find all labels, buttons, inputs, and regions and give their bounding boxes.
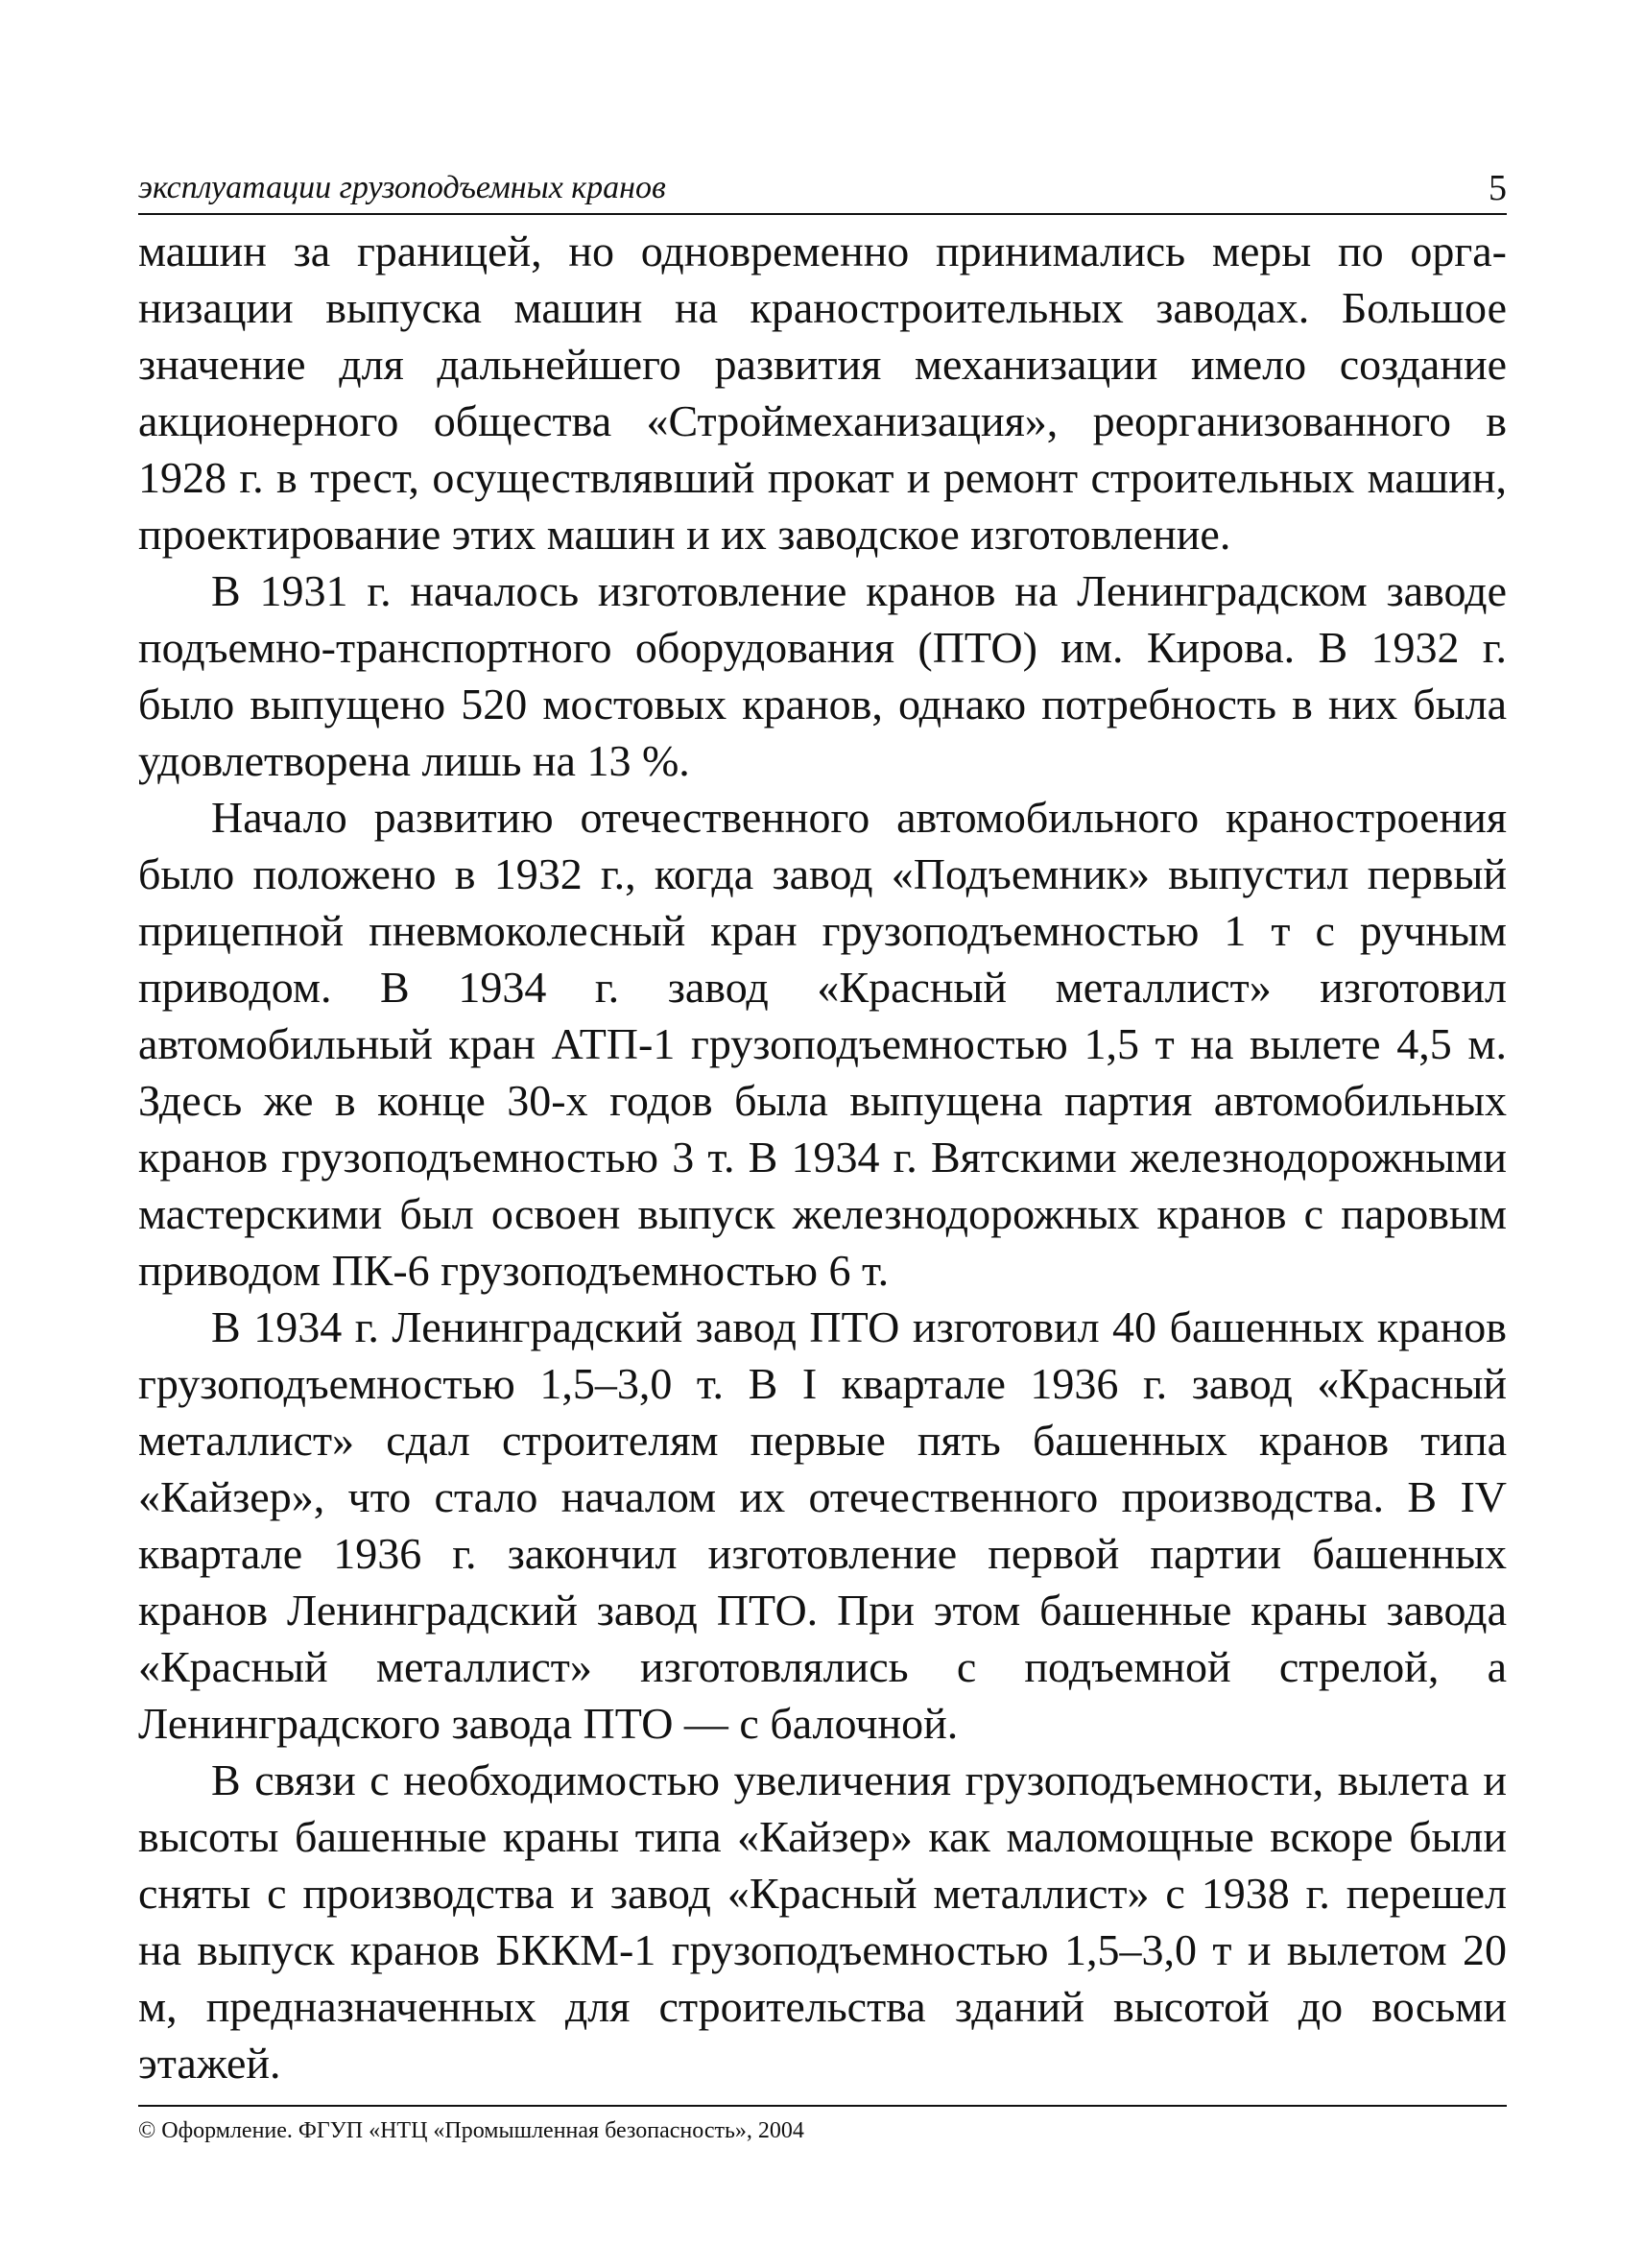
running-title: эксплуатации грузоподъемных кранов bbox=[138, 170, 666, 205]
paragraph-5: В связи с необходимостью увеличения грузоподъемности, вылета и высоты башенные краны типа «Кайзер» как маломощные вскоре были сняты с производства и завод «Красный металлист» с 1938 г. перешел на выпуск кранов БККМ-1 грузоподъемностью 1,5–3,0 т и вылетом 20 м, предназначенных для строительства зданий высотой до восьми этажей. bbox=[138, 1755, 1507, 2088]
page-footer bbox=[138, 2105, 1507, 2145]
paragraph-4: В 1934 г. Ленинградский завод ПТО изготовил 40 башенных кранов грузоподъемностью 1,5–3,0 т. В I квартале 1936 г. завод «Красный металлист» сдал строителям первые пять башенных кранов типа «Кайзер», что стало началом их отечественного производства. В IV квартале 1936 г. закончил изготовление первой партии башенных кранов Ленинградский завод ПТО. При этом башенные краны завода «Красный металлист» изготовлялись с подъемной стрелой, а Ленинградского завода ПТО — с балочной. bbox=[138, 1302, 1507, 1748]
body-text bbox=[138, 223, 1507, 2091]
paragraph-2: В 1931 г. началось изготовление кранов на Ленинградском заводе подъемно-транспортного оборудования (ПТО) им. Кирова. В 1932 г. было выпущено 520 мостовых кранов, однако потребность в них была удовлетворена лишь на 13 %. bbox=[138, 566, 1507, 785]
paragraph-1: машин за границей, но одновременно принимались меры по организации выпуска машин на краностроительных заводах. Большое значение для дальнейшего развития механизации имело создание акционерного общества «Строймеханизация», реорганизованного в 1928 г. в трест, осуществлявший прокат и ремонт строительных машин, проектирование этих машин и их заводское изготовление. bbox=[138, 227, 1507, 559]
copyright-notice: © Оформление. ФГУП «НТЦ «Промышленная безопасность», 2004 bbox=[138, 2118, 804, 2143]
running-header bbox=[138, 165, 1507, 215]
page-number: 5 bbox=[1489, 168, 1507, 208]
paragraph-3: Начало развитию отечественного автомобильного краностроения было положено в 1932 г., когда завод «Подъемник» выпустил первый прицепной пневмоколесный кран грузоподъемностью 1 т с ручным приводом. В 1934 г. завод «Красный металлист» изготовил автомобильный кран АТП-1 грузоподъемностью 1,5 т на вылете 4,5 м. Здесь же в конце 30-х годов была выпущена партия автомобильных кранов грузоподъемностью 3 т. В 1934 г. Вятскими железнодорожными мастерскими был освоен выпуск железнодорожных кранов с паровым приводом ПК-6 грузоподъемностью 6 т. bbox=[138, 793, 1507, 1295]
